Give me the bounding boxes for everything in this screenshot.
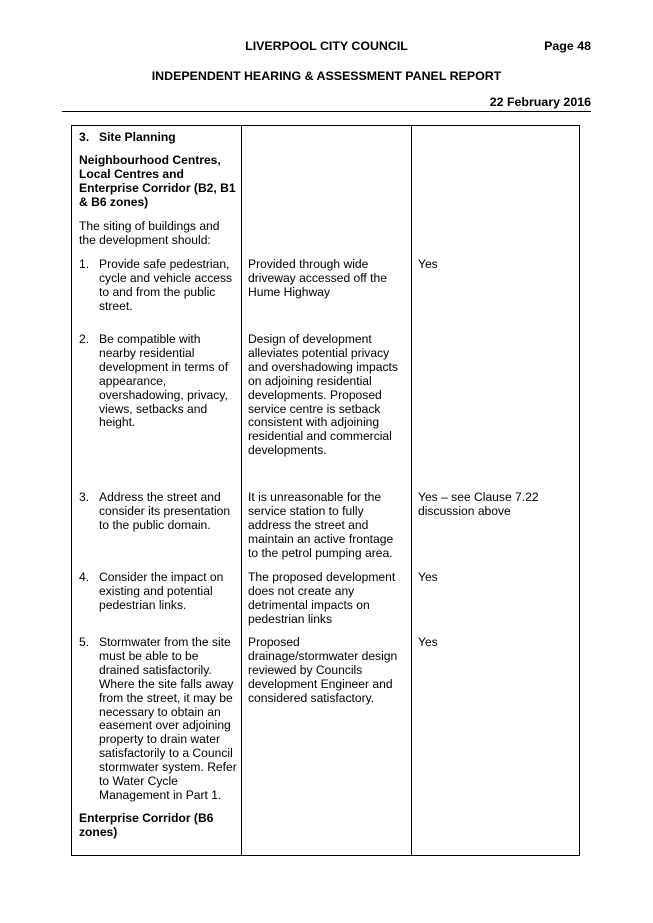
report-title: INDEPENDENT HEARING & ASSESSMENT PANEL REPORT (151, 69, 502, 83)
enterprise-corridor-heading: Enterprise Corridor (B6 zones) (79, 811, 214, 839)
complies-text: Yes (418, 635, 438, 649)
section-title: Site Planning (99, 130, 176, 144)
page-number: Page 48 (544, 39, 591, 53)
control-text: Stormwater from the site must be able to be drained satisfactorily. Where the site falls away from the street, it may be necessary to obtain an easement over adjoining property to drain water satisfactorily to a Council stormwater system. Refer to Water Cycle Management in Part 1. (99, 635, 237, 802)
council-name: LIVERPOOL CITY COUNCIL (245, 39, 408, 53)
control-text: Be compatible with nearby residential development in terms of appearance, overshadowing, privacy, views, setbacks and height. (99, 332, 229, 430)
control-text: Provide safe pedestrian, cycle and vehicle access to and from the public street. (99, 257, 233, 313)
response-text: Provided through wide driveway accessed off the Hume Highway (248, 257, 387, 299)
intro-text: The siting of buildings and the development should: (79, 219, 220, 247)
complies-text: Yes (418, 257, 438, 271)
row-number: 1. (79, 257, 90, 271)
row-number: 5. (79, 635, 90, 649)
row-number: 3. (79, 490, 90, 504)
response-text: Proposed drainage/stormwater design reviewed by Councils development Engineer and considered satisfactory. (248, 635, 398, 705)
response-text: Design of development alleviates potential privacy and overshadowing impacts on adjoining residential developments. Proposed service centre is setback consistent with adjoining residential and commercial developments. (248, 332, 398, 458)
complies-text: Yes – see Clause 7.22 discussion above (418, 490, 539, 518)
response-text: The proposed development does not create any detrimental impacts on pedestrian links (248, 570, 396, 626)
assessment-table (71, 125, 580, 856)
control-text: Consider the impact on existing and potential pedestrian links. (99, 570, 224, 612)
control-text: Address the street and consider its presentation to the public domain. (99, 490, 231, 532)
row-number: 2. (79, 332, 90, 346)
complies-text: Yes (418, 570, 438, 584)
row-number: 4. (79, 570, 90, 584)
response-text: It is unreasonable for the service station to fully address the street and maintain an active frontage to the petrol pumping area. (248, 490, 394, 560)
section-number: 3. (79, 130, 90, 144)
column-divider (241, 126, 242, 855)
zones-heading: Neighbourhood Centres, Local Centres and Enterprise Corridor (B2, B1 & B6 zones) (79, 153, 236, 209)
report-date: 22 February 2016 (489, 95, 591, 109)
header-rule (62, 111, 591, 112)
column-divider (411, 126, 412, 855)
